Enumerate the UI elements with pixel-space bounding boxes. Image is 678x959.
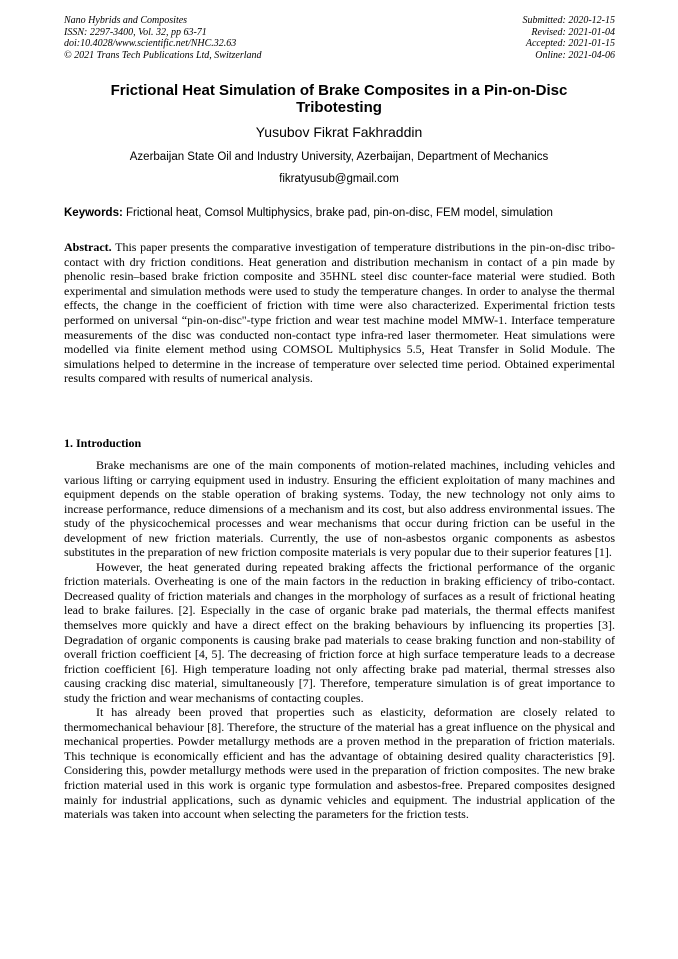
section-heading-introduction: 1. Introduction <box>64 436 142 450</box>
author-name: Yusubov Fikrat Fakhraddin <box>255 124 423 140</box>
online-date: Online: 2021-04-06 <box>535 49 615 61</box>
abstract-text: This paper presents the comparative investigation of temperature distributions in the pin-on-disc tribo-contact with dry friction conditions. Heat generation and distribution mechanism in contact of a pin made by phenolic resin–based brake friction composite and 35HNL steel disc counter-face material were studied. Both experimental and simulation methods were used to study the temperature changes. In order to analyse the thermal effects, the change in the coefficient of friction with time were also characterized. Experimental friction tests performed on universal “pin-on-disc"-type friction and wear test machine model MMW-1. Interface temperature measurements of the disc was conducted non-contact type infra-red laser thermometer. Heat simulations were modelled via finite element method using COMSOL Multiphysics 5.5, Heat Transfer in Solid Module. The simulations helped to determine in the increase of temperature over selected time period. Obtained experimental results compared with results of numerical analysis. <box>64 240 615 386</box>
revised-date: Revised: 2021-01-04 <box>531 26 615 38</box>
journal-name: Nano Hybrids and Composites <box>64 15 188 26</box>
abstract <box>64 240 615 386</box>
abstract-label: Abstract. <box>64 240 112 254</box>
issn: ISSN: 2297-3400, Vol. 32, pp 63-71 <box>64 26 207 38</box>
author-email[interactable]: fikratyusub@gmail.com <box>279 173 399 185</box>
copyright: © 2021 Trans Tech Publications Ltd, Switzerland <box>64 49 262 61</box>
paper-title: Frictional Heat Simulation of Brake Composites in a Pin-on-Disc Tribotesting <box>110 82 568 116</box>
paragraph: It has already been proved that properties such as elasticity, deformation are closely related to thermomechanical behaviour [8]. Therefore, the structure of the material has a great influence on the physical and mechanical properties. Powder metallurgy methods are a proven method in the preparation of friction materials. This technique is economically efficient and has the advantage of obtaining desired quality characteristics [9]. Considering this, powder metallurgy methods were used in the preparation of friction composites. The new brake friction material used in this work is organic type formulation and asbestos-free. Prepared composites designed mainly for industrial applications, such as dynamic vehicles and equipment. The industrial application of the materials was taken into account when selecting the parameters for the friction tests. <box>64 705 615 822</box>
journal-info <box>64 15 262 61</box>
paragraph: However, the heat generated during repeated braking affects the frictional performance of the organic friction materials. Overheating is one of the main factors in the reduction in braking efficiency of tribo-contact. Decreased quality of friction materials and changes in the morphology of surfaces as a result of frictional heating lead to brake failures. [2]. Especially in the case of organic brake pad materials, the thermal effects manifest themselves more quickly and have a direct effect on the braking behaviours by influencing its properties [3]. Degradation of organic components is causing brake pad materials to cease braking function and non-stability of overall friction coefficient [4, 5]. The decreasing of friction force at high surface temperature leads to a decrease friction coefficient [6]. High temperature loading not only affecting brake pad material, thermal stresses also causing cracking disc material, simultaneously [7]. Therefore, temperature simulation is of great importance to study the friction and wear mechanisms of contacting couples. <box>64 559 615 705</box>
introduction-body <box>64 458 615 822</box>
paragraph: Brake mechanisms are one of the main components of motion-related machines, including vehicles and various lifting or carrying equipment used in industry. Ensuring the efficient exploitation of many machines and equipment depends on the stable operation of braking systems. Today, the new technology not only aims to increase performance, reduce dimensions of a mechanism and its cost, but also address environmental issues. The study of the physicochemical processes and wear mechanisms that occur during friction can be useful in the development of new friction materials. Currently, the use of non-asbestos organic components as asbestos substitutes in the preparation of new friction composite materials is very popular due to their superior features [1]. <box>64 458 615 560</box>
publication-dates <box>523 15 616 61</box>
keywords-text: Frictional heat, Comsol Multiphysics, brake pad, pin-on-disc, FEM model, simulation <box>126 207 553 219</box>
accepted-date: Accepted: 2021-01-15 <box>525 38 615 49</box>
keywords <box>64 206 616 220</box>
doi-link[interactable]: doi:10.4028/www.scientific.net/NHC.32.63 <box>64 38 237 49</box>
keywords-label: Keywords: <box>64 207 123 219</box>
submitted-date: Submitted: 2020-12-15 <box>522 15 615 26</box>
author-affiliation: Azerbaijan State Oil and Industry University, Azerbaijan, Department of Mechanics <box>129 151 549 163</box>
